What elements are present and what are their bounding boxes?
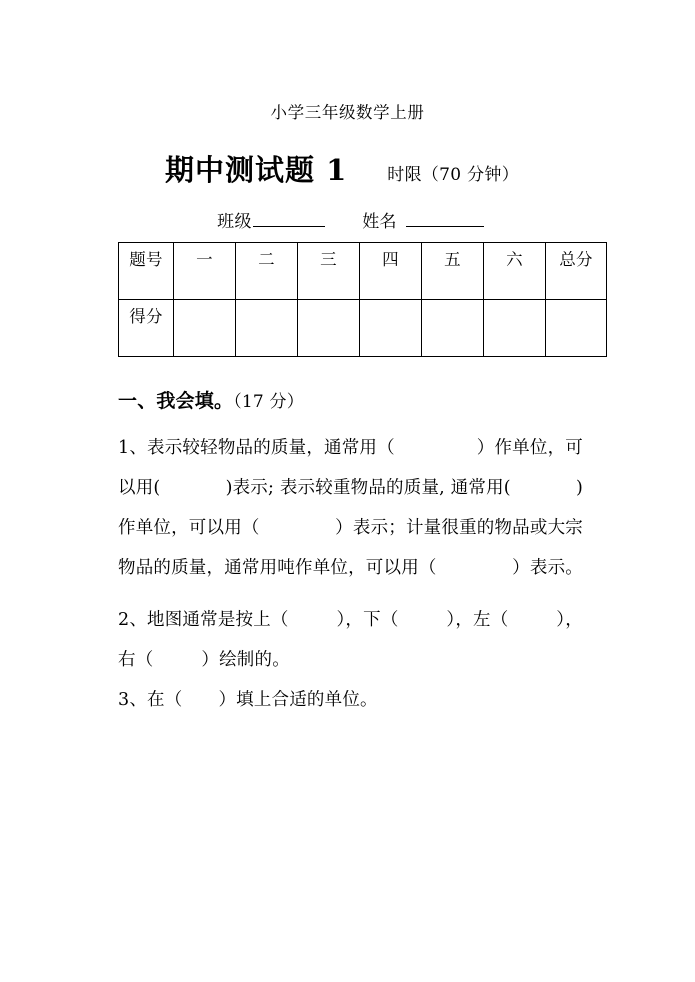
table-cell-score-label: 得分 [119,300,174,357]
question-3-line-1 [118,680,583,720]
section-heading-1 [118,388,583,416]
question-2 [118,600,583,680]
q2-l1-blank-3[interactable] [509,600,555,640]
name-field [357,212,484,232]
q2-l1-blank-1[interactable] [290,600,336,640]
name-label: 姓名 [362,212,397,232]
name-input-blank[interactable] [406,211,484,227]
q1-l4-part-1: ）表示。 [512,558,583,578]
table-cell-header-0: 题号 [119,243,174,300]
title-row [118,152,583,188]
table-cell-score-1[interactable] [174,300,236,357]
q1-l2-blank-1[interactable] [171,468,215,508]
q3-l1-part-1: ）填上合适的单位。 [218,690,378,710]
class-label: 班级 [217,212,252,232]
q2-l1-blank-2[interactable] [399,600,445,640]
question-1-line-1 [118,428,583,468]
q1-l2-part-0: 以用( [118,478,161,498]
q2-l1-part-1: ），下（ [336,610,399,630]
q1-l1-blank[interactable] [407,428,465,468]
q1-l3-part-0: 作单位，可以用（ [118,518,260,538]
score-table [118,242,607,357]
q1-l2-blank-2[interactable] [521,468,565,508]
table-cell-header-5: 五 [422,243,484,300]
question-1-line-2 [118,468,583,508]
class-input-blank[interactable] [253,211,325,227]
table-cell-header-1: 一 [174,243,236,300]
q1-l4-blank[interactable] [449,548,499,588]
page-title: 期中测试题 1 [165,153,348,187]
section-heading-title: 一、我会填。 [118,390,234,412]
q1-l2-part-2: ) [575,478,583,498]
class-field [217,212,330,232]
q2-l1-part-2: ），左（ [446,610,509,630]
q1-l4-part-0: 物品的质量，通常用吨作单位，可以用（ [118,558,437,578]
question-2-line-1 [118,600,583,640]
table-cell-score-3[interactable] [298,300,360,357]
time-limit-label: 时限（70 分钟） [387,165,520,185]
section-heading-score: （17 分） [233,392,304,412]
table-cell-header-6: 六 [484,243,546,300]
table-cell-header-3: 三 [298,243,360,300]
table-cell-score-4[interactable] [360,300,422,357]
q3-l1-part-0: 3、在（ [118,690,183,710]
table-cell-score-6[interactable] [484,300,546,357]
q2-l2-part-0: 右（ [118,650,154,670]
table-cell-header-2: 二 [236,243,298,300]
q2-l2-part-1: ）绘制的。 [201,650,290,670]
identity-row [118,209,583,235]
q1-l3-blank[interactable] [271,508,323,548]
table-cell-score-total[interactable] [546,300,607,357]
q1-l3-part-1: ）表示；计量很重的物品或大宗 [335,518,583,538]
table-cell-header-7: 总分 [546,243,607,300]
subject-header: 小学三年级数学上册 [270,103,425,122]
q1-l1-part-0: 1、表示较轻物品的质量，通常用（ [118,438,395,458]
question-2-line-2 [118,640,583,680]
q2-l1-part-0: 2、地图通常是按上（ [118,610,289,630]
table-cell-score-2[interactable] [236,300,298,357]
table-cell-score-5[interactable] [422,300,484,357]
question-3 [118,680,583,720]
question-1 [118,428,583,588]
table-cell-header-4: 四 [360,243,422,300]
q1-l2-part-1: )表示; 表示较重物品的质量, 通常用( [225,478,511,498]
table-row-scores [119,300,607,357]
table-row-headers [119,243,607,300]
question-1-line-3 [118,508,583,548]
q2-l1-part-3: ）， [556,610,583,630]
q1-l1-part-1: ）作单位，可 [476,438,583,458]
question-1-line-4 [118,548,583,588]
